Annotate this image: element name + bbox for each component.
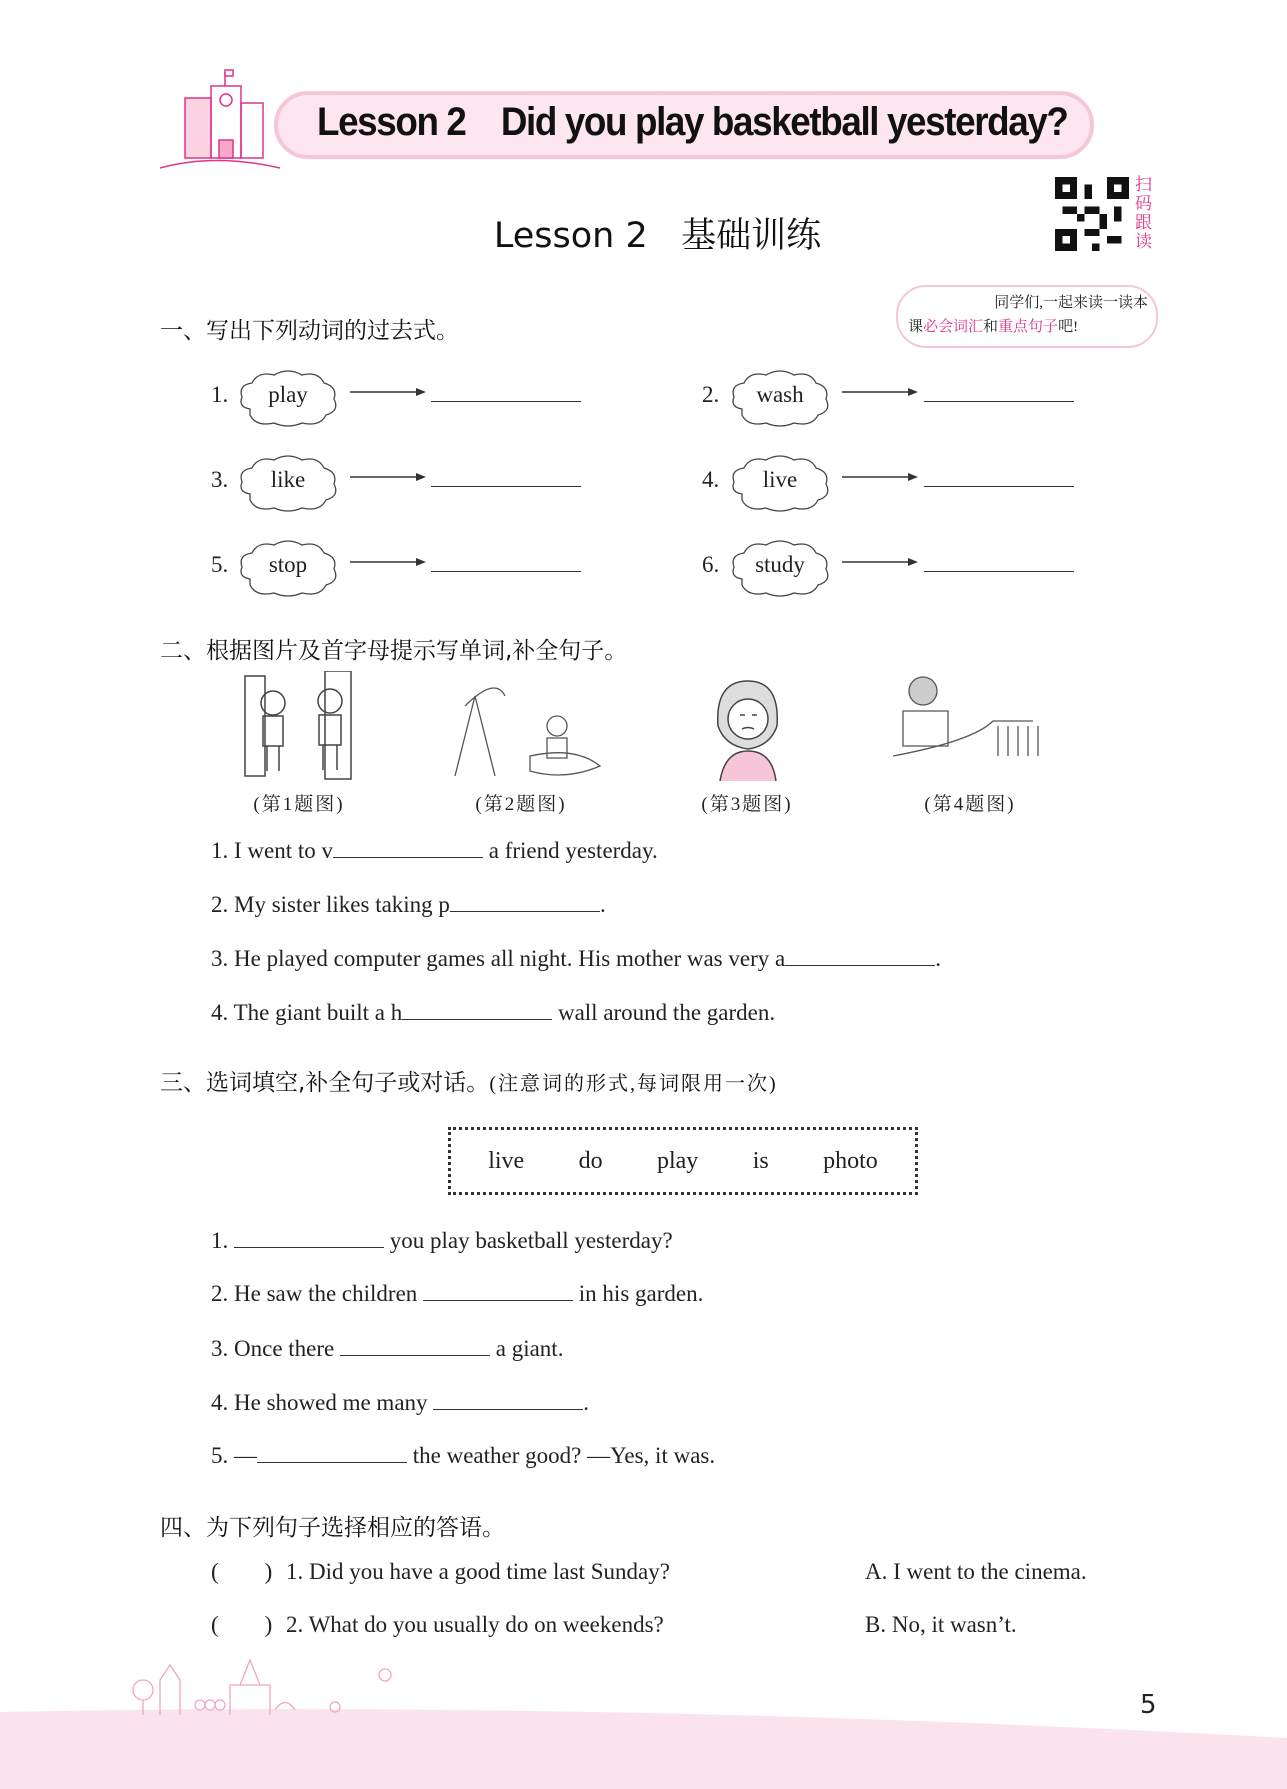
heading-note: (注意词的形式,每词限用一次) — [489, 1073, 778, 1095]
answer-option: A. I went to the cinema. — [865, 1559, 1087, 1584]
answer-blank[interactable] — [257, 1442, 407, 1463]
scan-to-read-label — [1135, 176, 1157, 252]
sentence — [211, 891, 606, 918]
answer-blank[interactable] — [450, 891, 600, 912]
heading-text: 三、选词填空,补全句子或对话。 — [160, 1070, 490, 1096]
answer-blank[interactable] — [340, 1335, 490, 1356]
sentence-text: . — [583, 1390, 590, 1415]
answer-blank[interactable] — [924, 401, 1074, 402]
sentence-text: 1. — [211, 1228, 234, 1253]
verb-word: live — [762, 467, 798, 492]
arrow-right-icon — [350, 555, 426, 569]
tip-line-2 — [908, 315, 1148, 339]
verb-word: study — [755, 552, 805, 577]
page-number: 5 — [1140, 1690, 1157, 1720]
sentence-text: 4. The giant built a h — [211, 1000, 403, 1025]
sentence-text: wall around the garden. — [552, 1000, 776, 1025]
verb-word: stop — [268, 552, 308, 577]
arrow-right-icon — [350, 470, 426, 484]
answer-parentheses[interactable]: ( ) — [211, 1559, 273, 1584]
sentence-text: . — [935, 946, 941, 971]
reading-tip-bubble — [896, 285, 1158, 348]
answer-blank[interactable] — [431, 486, 581, 487]
question-text: 2. What do you usually do on weekends? — [286, 1612, 664, 1637]
sentence-text: in his garden. — [573, 1281, 704, 1306]
sentence-text: 2. He saw the children — [211, 1281, 424, 1306]
word-bank-item: live — [488, 1147, 525, 1174]
sentence-text: 3. Once there — [211, 1336, 340, 1361]
sentence-text: the weather good? —Yes, it was. — [407, 1443, 716, 1468]
picture-taking-photos — [435, 676, 610, 784]
answer-blank[interactable] — [433, 1389, 583, 1410]
picture-caption: (第1题图) — [253, 794, 345, 815]
sentence — [211, 945, 941, 972]
answer-blank[interactable] — [333, 837, 483, 858]
answer-blank[interactable] — [423, 1280, 573, 1301]
tip-highlight: 重点句子 — [998, 319, 1059, 335]
school-building-icon — [155, 68, 285, 173]
answer-blank[interactable] — [785, 945, 935, 966]
scan-char: 跟 — [1135, 213, 1152, 233]
sentence — [211, 999, 775, 1026]
sentence — [211, 1389, 589, 1416]
answer-blank[interactable] — [234, 1227, 384, 1248]
sentence-text: a giant. — [490, 1336, 564, 1361]
footer-castle-decoration-icon — [125, 1655, 405, 1717]
lesson-title: Lesson 2 Did you play basketball yesterday? — [317, 100, 1068, 144]
section-2-heading: 二、根据图片及首字母提示写单词,补全句子。 — [160, 638, 628, 664]
tip-line-1: 同学们,一起来读一读本 — [994, 295, 1148, 311]
sentence-text: 4. He showed me many — [211, 1390, 434, 1415]
item-number: 4. — [702, 467, 720, 492]
sentence-text: 3. He played computer games all night. His mother was very a — [211, 946, 786, 971]
tip-text: 吧! — [1058, 319, 1079, 335]
item-number: 6. — [702, 552, 720, 577]
sentence-text: 5. — — [211, 1443, 257, 1468]
section-4-heading: 四、为下列句子选择相应的答语。 — [160, 1515, 505, 1541]
scan-char: 码 — [1135, 194, 1152, 214]
page-subtitle: Lesson 2 基础训练 — [493, 216, 822, 256]
item-number: 2. — [702, 382, 720, 407]
verb-word: wash — [756, 382, 804, 407]
answer-blank[interactable] — [924, 486, 1074, 487]
scan-char: 扫 — [1135, 175, 1152, 195]
word-bank-item: do — [578, 1147, 603, 1174]
section-3-heading — [160, 1064, 778, 1097]
arrow-right-icon — [842, 555, 918, 569]
sentence — [211, 1280, 703, 1307]
verb-word: like — [270, 467, 306, 492]
question-text: 1. Did you have a good time last Sunday? — [286, 1559, 670, 1584]
sentence-text: 1. I went to v — [211, 838, 334, 863]
sentence — [211, 1227, 673, 1254]
answer-blank[interactable] — [402, 999, 552, 1020]
sentence — [211, 1335, 563, 1362]
sentence-text: 2. My sister likes taking p — [211, 892, 450, 917]
tip-text: 课 — [908, 319, 924, 335]
picture-giant-wall — [893, 671, 1048, 771]
scan-char: 读 — [1135, 232, 1152, 252]
word-bank-item: is — [752, 1147, 769, 1174]
tip-highlight: 必会词汇 — [923, 319, 984, 335]
picture-visit-friend — [235, 671, 365, 783]
word-bank-item: photo — [823, 1147, 878, 1174]
answer-blank[interactable] — [924, 571, 1074, 572]
sentence-text: a friend yesterday. — [483, 838, 658, 863]
answer-option: B. No, it wasn’t. — [865, 1612, 1017, 1637]
arrow-right-icon — [842, 385, 918, 399]
sentence — [211, 1442, 715, 1469]
word-bank-box — [448, 1127, 918, 1195]
arrow-right-icon — [842, 470, 918, 484]
sentence-text: . — [599, 892, 606, 917]
item-number: 3. — [211, 467, 229, 492]
section-1-heading: 一、写出下列动词的过去式。 — [160, 318, 459, 344]
word-bank-item: play — [656, 1147, 699, 1174]
answer-parentheses[interactable]: ( ) — [211, 1612, 273, 1637]
picture-angry-mother — [700, 671, 795, 783]
answer-blank[interactable] — [431, 571, 581, 572]
sentence — [211, 837, 658, 864]
picture-caption: (第2题图) — [475, 794, 567, 815]
answer-blank[interactable] — [431, 401, 581, 402]
arrow-right-icon — [350, 385, 426, 399]
picture-caption: (第4题图) — [924, 794, 1016, 815]
qr-code-icon[interactable] — [1055, 177, 1129, 251]
verb-word: play — [268, 382, 308, 407]
tip-text: 和 — [983, 319, 999, 335]
item-number: 1. — [211, 382, 229, 407]
item-number: 5. — [211, 552, 229, 577]
picture-caption: (第3题图) — [701, 794, 793, 815]
sentence-text: you play basketball yesterday? — [384, 1228, 673, 1253]
